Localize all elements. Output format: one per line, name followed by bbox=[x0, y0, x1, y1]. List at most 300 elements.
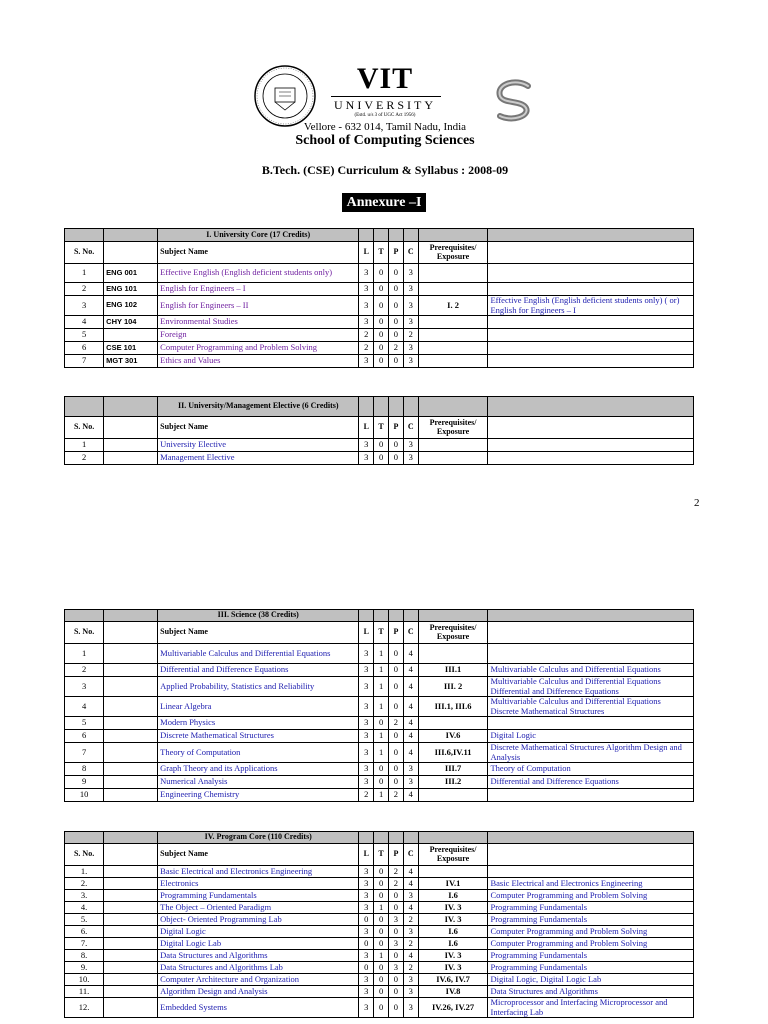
table-row bbox=[65, 914, 694, 926]
prerequisite-ref: IV.26, IV.27 bbox=[418, 998, 488, 1018]
practical-hours: 3 bbox=[388, 938, 403, 950]
prerequisite-name bbox=[488, 452, 694, 465]
table-row bbox=[65, 789, 694, 802]
prerequisite-ref: III.7 bbox=[418, 763, 488, 776]
practical-hours: 0 bbox=[388, 926, 403, 938]
col-header-subject: Subject Name bbox=[158, 844, 359, 866]
table-row bbox=[65, 664, 694, 677]
university-label: UNIVERSITY bbox=[334, 98, 436, 112]
course-code: ENG 001 bbox=[104, 264, 158, 283]
credits: 3 bbox=[403, 998, 418, 1018]
course-code bbox=[104, 974, 158, 986]
practical-hours: 0 bbox=[388, 316, 403, 329]
university-crest-logo bbox=[253, 64, 317, 128]
lecture-hours: 3 bbox=[359, 644, 374, 664]
col-header-c: C bbox=[403, 417, 418, 439]
course-code bbox=[104, 439, 158, 452]
course-code bbox=[104, 664, 158, 677]
lecture-hours: 3 bbox=[359, 763, 374, 776]
prerequisite-ref: III.1 bbox=[418, 664, 488, 677]
prerequisite-name bbox=[488, 644, 694, 664]
lecture-hours: 3 bbox=[359, 439, 374, 452]
practical-hours: 0 bbox=[388, 998, 403, 1018]
subject-name: Object- Oriented Programming Lab bbox=[158, 914, 359, 926]
course-code bbox=[104, 938, 158, 950]
row-sno: 11. bbox=[65, 986, 104, 998]
tutorial-hours: 0 bbox=[374, 986, 389, 998]
prerequisite-ref bbox=[418, 866, 488, 878]
tutorial-hours: 0 bbox=[374, 316, 389, 329]
tutorial-hours: 0 bbox=[374, 296, 389, 316]
prerequisite-ref: I. 2 bbox=[418, 296, 488, 316]
credits: 4 bbox=[403, 730, 418, 743]
table-row bbox=[65, 776, 694, 789]
practical-hours: 0 bbox=[388, 986, 403, 998]
tutorial-hours: 1 bbox=[374, 950, 389, 962]
tutorial-hours: 0 bbox=[374, 890, 389, 902]
table-row bbox=[65, 998, 694, 1018]
lecture-hours: 3 bbox=[359, 902, 374, 914]
row-sno: 5. bbox=[65, 914, 104, 926]
tutorial-hours: 0 bbox=[374, 776, 389, 789]
tutorial-hours: 0 bbox=[374, 283, 389, 296]
row-sno: 5 bbox=[65, 329, 104, 342]
page-number: 2 bbox=[694, 497, 700, 509]
credits: 2 bbox=[403, 914, 418, 926]
prerequisite-name: Programming Fundamentals bbox=[488, 902, 694, 914]
table-row bbox=[65, 355, 694, 368]
practical-hours: 0 bbox=[388, 697, 403, 717]
col-header-prereq: Prerequisites/ Exposure bbox=[418, 242, 488, 264]
table-row bbox=[65, 264, 694, 283]
practical-hours: 0 bbox=[388, 950, 403, 962]
lecture-hours: 3 bbox=[359, 878, 374, 890]
course-code bbox=[104, 730, 158, 743]
prerequisite-ref bbox=[418, 355, 488, 368]
row-sno: 10 bbox=[65, 789, 104, 802]
prerequisite-name: Multivariable Calculus and Differential Equations Differential and Difference Equations bbox=[488, 677, 694, 697]
table-program-core bbox=[64, 831, 694, 1018]
table-row bbox=[65, 950, 694, 962]
prerequisite-ref bbox=[418, 329, 488, 342]
established-note: (Estd. u/s 3 of UGC Act 1956) bbox=[354, 113, 416, 118]
row-sno: 2. bbox=[65, 878, 104, 890]
practical-hours: 0 bbox=[388, 677, 403, 697]
prerequisite-name bbox=[488, 264, 694, 283]
practical-hours: 2 bbox=[388, 789, 403, 802]
lecture-hours: 3 bbox=[359, 730, 374, 743]
prerequisite-name: Computer Programming and Problem Solving bbox=[488, 938, 694, 950]
subject-name: Multivariable Calculus and Differential Equations bbox=[158, 644, 359, 664]
row-sno: 6 bbox=[65, 342, 104, 355]
course-code: CSE 101 bbox=[104, 342, 158, 355]
tutorial-hours: 1 bbox=[374, 730, 389, 743]
tutorial-hours: 1 bbox=[374, 697, 389, 717]
row-sno: 10. bbox=[65, 974, 104, 986]
credits: 3 bbox=[403, 316, 418, 329]
prerequisite-ref: IV.8 bbox=[418, 986, 488, 998]
prerequisite-ref: III.6,IV.11 bbox=[418, 743, 488, 763]
row-sno: 3. bbox=[65, 890, 104, 902]
lecture-hours: 3 bbox=[359, 950, 374, 962]
course-code bbox=[104, 776, 158, 789]
table-row bbox=[65, 878, 694, 890]
tutorial-hours: 0 bbox=[374, 878, 389, 890]
tutorial-hours: 0 bbox=[374, 938, 389, 950]
table-university-core bbox=[64, 228, 694, 368]
table-row bbox=[65, 743, 694, 763]
subject-name: Algorithm Design and Analysis bbox=[158, 986, 359, 998]
table-row bbox=[65, 926, 694, 938]
credits: 4 bbox=[403, 902, 418, 914]
lecture-hours: 3 bbox=[359, 743, 374, 763]
subject-name: Effective English (English deficient students only) bbox=[158, 264, 359, 283]
prerequisite-ref bbox=[418, 439, 488, 452]
school-name: School of Computing Sciences bbox=[295, 133, 475, 148]
subject-name: Ethics and Values bbox=[158, 355, 359, 368]
lecture-hours: 3 bbox=[359, 664, 374, 677]
credits: 4 bbox=[403, 644, 418, 664]
subject-name: The Object – Oriented Paradigm bbox=[158, 902, 359, 914]
tutorial-hours: 0 bbox=[374, 355, 389, 368]
credits: 3 bbox=[403, 986, 418, 998]
prerequisite-name: Programming Fundamentals bbox=[488, 962, 694, 974]
row-sno: 2 bbox=[65, 452, 104, 465]
lecture-hours: 3 bbox=[359, 296, 374, 316]
prerequisite-ref bbox=[418, 789, 488, 802]
course-code: ENG 101 bbox=[104, 283, 158, 296]
course-code bbox=[104, 677, 158, 697]
lecture-hours: 3 bbox=[359, 677, 374, 697]
prerequisite-name: Effective English (English deficient students only) ( or) English for Engineers – I bbox=[488, 296, 694, 316]
prerequisite-name bbox=[488, 329, 694, 342]
prerequisite-name: Theory of Computation bbox=[488, 763, 694, 776]
table-row bbox=[65, 866, 694, 878]
prerequisite-ref bbox=[418, 283, 488, 296]
course-code bbox=[104, 717, 158, 730]
prerequisite-name: Differential and Difference Equations bbox=[488, 776, 694, 789]
tutorial-hours: 0 bbox=[374, 342, 389, 355]
tutorial-hours: 1 bbox=[374, 644, 389, 664]
table-row bbox=[65, 962, 694, 974]
course-code bbox=[104, 644, 158, 664]
subject-name: Numerical Analysis bbox=[158, 776, 359, 789]
row-sno: 3 bbox=[65, 677, 104, 697]
credits: 4 bbox=[403, 950, 418, 962]
subject-name: Graph Theory and its Applications bbox=[158, 763, 359, 776]
practical-hours: 0 bbox=[388, 902, 403, 914]
practical-hours: 3 bbox=[388, 962, 403, 974]
tutorial-hours: 1 bbox=[374, 902, 389, 914]
table-row bbox=[65, 890, 694, 902]
prerequisite-name: Digital Logic bbox=[488, 730, 694, 743]
course-code bbox=[104, 329, 158, 342]
col-header-sno: S. No. bbox=[65, 622, 104, 644]
credits: 4 bbox=[403, 664, 418, 677]
row-sno: 7 bbox=[65, 743, 104, 763]
row-sno: 9 bbox=[65, 776, 104, 789]
practical-hours: 0 bbox=[388, 743, 403, 763]
course-code bbox=[104, 452, 158, 465]
table-row bbox=[65, 283, 694, 296]
row-sno: 2 bbox=[65, 664, 104, 677]
credits: 2 bbox=[403, 938, 418, 950]
practical-hours: 0 bbox=[388, 730, 403, 743]
col-header-prereq: Prerequisites/ Exposure bbox=[418, 417, 488, 439]
practical-hours: 0 bbox=[388, 763, 403, 776]
lecture-hours: 3 bbox=[359, 283, 374, 296]
credits: 3 bbox=[403, 452, 418, 465]
lecture-hours: 2 bbox=[359, 789, 374, 802]
table-row bbox=[65, 902, 694, 914]
row-sno: 7 bbox=[65, 355, 104, 368]
row-sno: 4. bbox=[65, 902, 104, 914]
tutorial-hours: 0 bbox=[374, 866, 389, 878]
course-code bbox=[104, 950, 158, 962]
table-row bbox=[65, 677, 694, 697]
prerequisite-ref: IV.6, IV.7 bbox=[418, 974, 488, 986]
course-code bbox=[104, 878, 158, 890]
practical-hours: 2 bbox=[388, 342, 403, 355]
row-sno: 1. bbox=[65, 866, 104, 878]
lecture-hours: 2 bbox=[359, 329, 374, 342]
credits: 3 bbox=[403, 355, 418, 368]
subject-name: Computer Architecture and Organization bbox=[158, 974, 359, 986]
prerequisite-name: Microprocessor and Interfacing Microprocessor and Interfacing Lab bbox=[488, 998, 694, 1018]
logo-rule bbox=[331, 96, 441, 97]
table-row bbox=[65, 439, 694, 452]
prerequisite-ref: III. 2 bbox=[418, 677, 488, 697]
curriculum-title: B.Tech. (CSE) Curriculum & Syllabus : 2008-09 bbox=[261, 163, 509, 177]
row-sno: 1 bbox=[65, 644, 104, 664]
lecture-hours: 0 bbox=[359, 962, 374, 974]
col-header-t: T bbox=[374, 417, 389, 439]
col-header-p: P bbox=[388, 417, 403, 439]
subject-name: English for Engineers – II bbox=[158, 296, 359, 316]
course-code bbox=[104, 789, 158, 802]
table-title: IV. Program Core (110 Credits) bbox=[158, 832, 359, 844]
prerequisite-ref bbox=[418, 264, 488, 283]
subject-name: Programming Fundamentals bbox=[158, 890, 359, 902]
lecture-hours: 3 bbox=[359, 926, 374, 938]
col-header-l: L bbox=[359, 242, 374, 264]
subject-name: Embedded Systems bbox=[158, 998, 359, 1018]
tutorial-hours: 0 bbox=[374, 914, 389, 926]
practical-hours: 0 bbox=[388, 439, 403, 452]
subject-name: Management Elective bbox=[158, 452, 359, 465]
col-header-subject: Subject Name bbox=[158, 417, 359, 439]
table-title: II. University/Management Elective (6 Credits) bbox=[158, 397, 359, 417]
col-header-sno: S. No. bbox=[65, 242, 104, 264]
tutorial-hours: 0 bbox=[374, 763, 389, 776]
lecture-hours: 3 bbox=[359, 316, 374, 329]
lecture-hours: 3 bbox=[359, 986, 374, 998]
subject-name: Electronics bbox=[158, 878, 359, 890]
table-title: I. University Core (17 Credits) bbox=[158, 229, 359, 242]
tutorial-hours: 0 bbox=[374, 717, 389, 730]
prerequisite-name bbox=[488, 355, 694, 368]
table-row bbox=[65, 730, 694, 743]
credits: 3 bbox=[403, 763, 418, 776]
tutorial-hours: 0 bbox=[374, 439, 389, 452]
lecture-hours: 0 bbox=[359, 914, 374, 926]
prerequisite-name bbox=[488, 342, 694, 355]
practical-hours: 0 bbox=[388, 644, 403, 664]
prerequisite-ref: III.1, III.6 bbox=[418, 697, 488, 717]
credits: 3 bbox=[403, 296, 418, 316]
tutorial-hours: 1 bbox=[374, 743, 389, 763]
prerequisite-name: Digital Logic, Digital Logic Lab bbox=[488, 974, 694, 986]
row-sno: 4 bbox=[65, 316, 104, 329]
row-sno: 5 bbox=[65, 717, 104, 730]
practical-hours: 0 bbox=[388, 664, 403, 677]
course-code bbox=[104, 763, 158, 776]
course-code bbox=[104, 743, 158, 763]
prerequisite-ref: I.6 bbox=[418, 890, 488, 902]
row-sno: 1 bbox=[65, 439, 104, 452]
prerequisite-name: Multivariable Calculus and Differential Equations Discrete Mathematical Structures bbox=[488, 697, 694, 717]
row-sno: 3 bbox=[65, 296, 104, 316]
col-header-l: L bbox=[359, 622, 374, 644]
tutorial-hours: 0 bbox=[374, 962, 389, 974]
tutorial-hours: 1 bbox=[374, 789, 389, 802]
prerequisite-ref: IV. 3 bbox=[418, 962, 488, 974]
lecture-hours: 3 bbox=[359, 974, 374, 986]
row-sno: 8 bbox=[65, 763, 104, 776]
lecture-hours: 0 bbox=[359, 938, 374, 950]
col-header-subject: Subject Name bbox=[158, 622, 359, 644]
credits: 2 bbox=[403, 329, 418, 342]
table-row bbox=[65, 697, 694, 717]
prerequisite-name: Basic Electrical and Electronics Engineering bbox=[488, 878, 694, 890]
prerequisite-ref bbox=[418, 342, 488, 355]
course-code bbox=[104, 926, 158, 938]
table-row bbox=[65, 452, 694, 465]
prerequisite-name bbox=[488, 789, 694, 802]
table-row bbox=[65, 938, 694, 950]
table-row bbox=[65, 763, 694, 776]
prerequisite-name bbox=[488, 717, 694, 730]
prerequisite-ref bbox=[418, 644, 488, 664]
credits: 3 bbox=[403, 776, 418, 789]
practical-hours: 0 bbox=[388, 355, 403, 368]
prerequisite-name bbox=[488, 866, 694, 878]
course-code bbox=[104, 914, 158, 926]
row-sno: 12. bbox=[65, 998, 104, 1018]
lecture-hours: 3 bbox=[359, 355, 374, 368]
course-code: MGT 301 bbox=[104, 355, 158, 368]
table-row bbox=[65, 342, 694, 355]
table-row bbox=[65, 296, 694, 316]
credits: 3 bbox=[403, 342, 418, 355]
lecture-hours: 3 bbox=[359, 998, 374, 1018]
practical-hours: 2 bbox=[388, 866, 403, 878]
table-row bbox=[65, 329, 694, 342]
lecture-hours: 3 bbox=[359, 866, 374, 878]
col-header-l: L bbox=[359, 844, 374, 866]
course-code: ENG 102 bbox=[104, 296, 158, 316]
credits: 2 bbox=[403, 962, 418, 974]
credits: 3 bbox=[403, 439, 418, 452]
subject-name: Applied Probability, Statistics and Reliability bbox=[158, 677, 359, 697]
subject-name: Digital Logic Lab bbox=[158, 938, 359, 950]
lecture-hours: 3 bbox=[359, 452, 374, 465]
row-sno: 9. bbox=[65, 962, 104, 974]
row-sno: 6 bbox=[65, 730, 104, 743]
practical-hours: 2 bbox=[388, 878, 403, 890]
subject-name: Differential and Difference Equations bbox=[158, 664, 359, 677]
col-header-prereq: Prerequisites/ Exposure bbox=[418, 622, 488, 644]
course-code bbox=[104, 902, 158, 914]
row-sno: 1 bbox=[65, 264, 104, 283]
prerequisite-ref bbox=[418, 452, 488, 465]
address: Vellore - 632 014, Tamil Nadu, India bbox=[303, 121, 467, 133]
col-header-c: C bbox=[403, 844, 418, 866]
prerequisite-ref: IV. 3 bbox=[418, 950, 488, 962]
subject-name: Data Structures and Algorithms bbox=[158, 950, 359, 962]
prerequisite-name: Computer Programming and Problem Solving bbox=[488, 926, 694, 938]
swoosh-logo-icon bbox=[490, 76, 538, 124]
prerequisite-name: Programming Fundamentals bbox=[488, 950, 694, 962]
table-university-management-elective bbox=[64, 396, 694, 465]
tutorial-hours: 1 bbox=[374, 664, 389, 677]
credits: 4 bbox=[403, 677, 418, 697]
subject-name: Basic Electrical and Electronics Engineering bbox=[158, 866, 359, 878]
course-code bbox=[104, 890, 158, 902]
prerequisite-name: Programming Fundamentals bbox=[488, 914, 694, 926]
credits: 4 bbox=[403, 717, 418, 730]
annexure-label: Annexure –I bbox=[342, 193, 426, 212]
subject-name: Digital Logic bbox=[158, 926, 359, 938]
prerequisite-name bbox=[488, 316, 694, 329]
subject-name: Discrete Mathematical Structures bbox=[158, 730, 359, 743]
col-header-l: L bbox=[359, 417, 374, 439]
col-header-c: C bbox=[403, 242, 418, 264]
credits: 3 bbox=[403, 890, 418, 902]
credits: 3 bbox=[403, 283, 418, 296]
subject-name: Environmental Studies bbox=[158, 316, 359, 329]
table-row bbox=[65, 644, 694, 664]
col-header-sno: S. No. bbox=[65, 417, 104, 439]
subject-name: English for Engineers – I bbox=[158, 283, 359, 296]
subject-name: University Elective bbox=[158, 439, 359, 452]
course-code bbox=[104, 866, 158, 878]
prerequisite-name bbox=[488, 439, 694, 452]
prerequisite-ref bbox=[418, 316, 488, 329]
subject-name: Modern Physics bbox=[158, 717, 359, 730]
tutorial-hours: 0 bbox=[374, 974, 389, 986]
row-sno: 8. bbox=[65, 950, 104, 962]
col-header-p: P bbox=[388, 622, 403, 644]
table-row bbox=[65, 986, 694, 998]
credits: 3 bbox=[403, 264, 418, 283]
practical-hours: 0 bbox=[388, 452, 403, 465]
credits: 4 bbox=[403, 878, 418, 890]
col-header-sno: S. No. bbox=[65, 844, 104, 866]
credits: 4 bbox=[403, 697, 418, 717]
col-header-prereq: Prerequisites/ Exposure bbox=[418, 844, 488, 866]
prerequisite-name: Discrete Mathematical Structures Algorithm Design and Analysis bbox=[488, 743, 694, 763]
course-code bbox=[104, 998, 158, 1018]
lecture-hours: 2 bbox=[359, 342, 374, 355]
tutorial-hours: 0 bbox=[374, 926, 389, 938]
table-row bbox=[65, 974, 694, 986]
row-sno: 4 bbox=[65, 697, 104, 717]
lecture-hours: 3 bbox=[359, 717, 374, 730]
credits: 4 bbox=[403, 866, 418, 878]
prerequisite-name: Multivariable Calculus and Differential Equations bbox=[488, 664, 694, 677]
credits: 3 bbox=[403, 974, 418, 986]
